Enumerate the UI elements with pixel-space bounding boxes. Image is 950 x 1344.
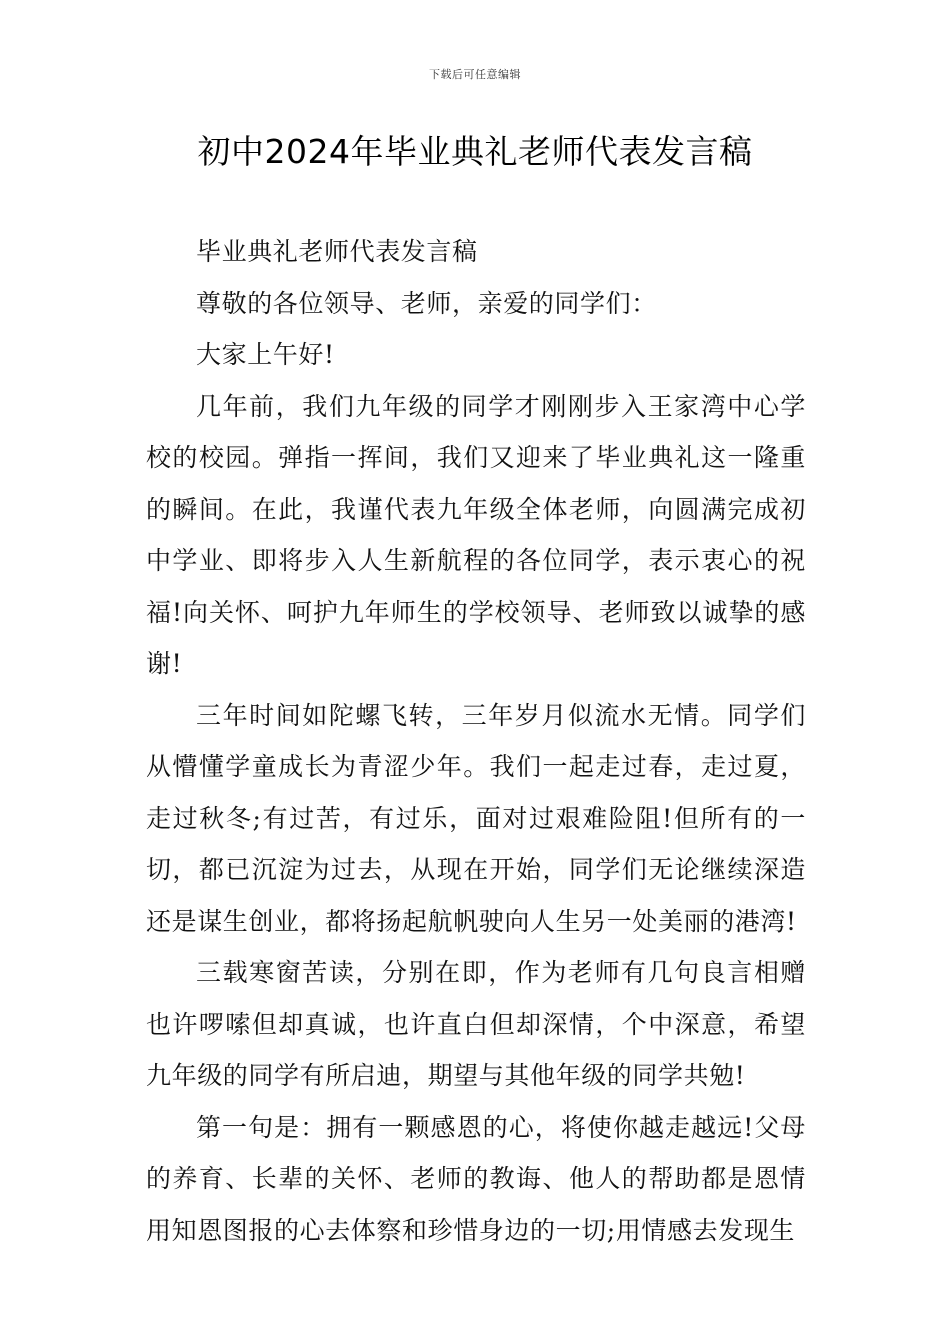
page-header-note: 下载后可任意编辑	[429, 68, 521, 81]
document-title: 初中2024年毕业典礼老师代表发言稿	[197, 132, 753, 171]
paragraph: 三载寒窗苦读，分别在即，作为老师有几句良言相赠也许啰嗦但却真诚，也许直白但却深情，个中深意，希望九年级的同学有所启迪，期望与其他年级的同学共勉!	[146, 958, 806, 1090]
paragraph: 三年时间如陀螺飞转，三年岁月似流水无情。同学们从懵懂学童成长为青涩少年。我们一起走过春，走过夏，走过秋冬;有过苦，有过乐，面对过艰难险阻!但所有的一切，都已沉淀为过去，从现在开始，同学们无论继续深造还是谋生创业，都将扬起航帆驶向人生另一处美丽的港湾!	[146, 700, 806, 936]
paragraph-salutation: 尊敬的各位领导、老师，亲爱的同学们：	[196, 288, 657, 318]
paragraph: 第一句是：拥有一颗感恩的心，将使你越走越远!父母的养育、长辈的关怀、老师的教诲、他人的帮助都是恩情用知恩图报的心去体察和珍惜身边的一切;用情感去发现生	[146, 1112, 806, 1245]
paragraph: 几年前，我们九年级的同学才刚刚步入王家湾中心学校的校园。弹指一挥间，我们又迎来了毕业典礼这一隆重的瞬间。在此，我谨代表九年级全体老师，向圆满完成初中学业、即将步入人生新航程的各位同学，表示衷心的祝福!向关怀、呵护九年师生的学校领导、老师致以诚挚的感谢!	[146, 391, 806, 678]
paragraph-subtitle: 毕业典礼老师代表发言稿	[196, 237, 478, 266]
paragraph-greeting: 大家上午好!	[196, 340, 335, 369]
document-body	[146, 226, 806, 1256]
